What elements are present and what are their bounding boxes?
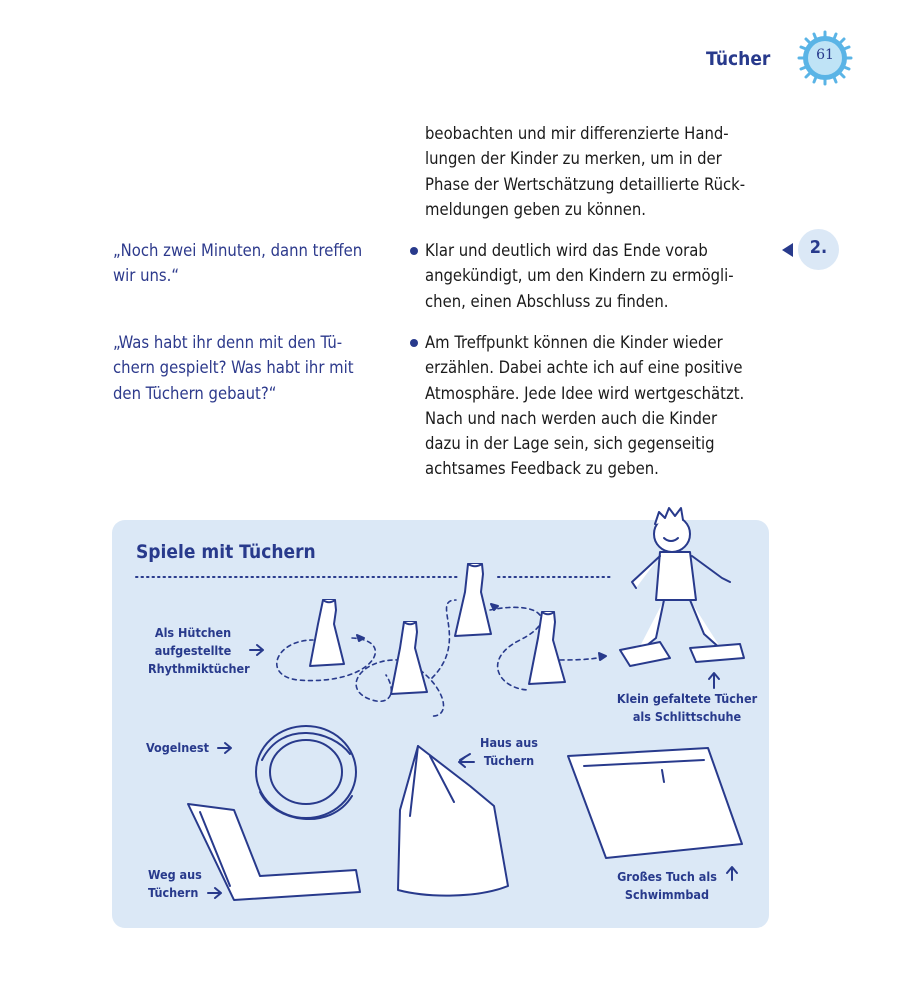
cone-scarf-icon xyxy=(529,612,565,684)
label-line: Vogelnest xyxy=(146,740,209,755)
text-line: erzählen. Dabei achte ich auf eine positive xyxy=(425,358,743,378)
label-line: Haus aus xyxy=(480,735,538,750)
label-vogelnest xyxy=(146,739,209,757)
label-line: Weg aus xyxy=(148,867,202,882)
arrow-up-icon xyxy=(727,867,737,880)
label-schlittschuhe xyxy=(612,690,762,726)
label-haus xyxy=(478,734,540,770)
page-number: 61 xyxy=(816,47,834,63)
large-scarf-pool-icon xyxy=(568,748,742,858)
cone-scarf-icon xyxy=(455,564,491,636)
quote-line: wir uns.“ xyxy=(113,266,180,286)
label-line: als Schlittschuhe xyxy=(632,709,742,724)
text-line: Klar und deutlich wird das Ende vorab xyxy=(425,241,708,260)
text-line: Am Treffpunkt können die Kinder wieder xyxy=(425,333,723,352)
arrow-right-icon xyxy=(250,645,263,655)
label-huetchen xyxy=(148,624,250,678)
bird-nest-icon xyxy=(256,726,356,819)
text-line: Nach und nach werden auch die Kinder xyxy=(425,408,718,428)
quote-line: „Was habt ihr denn mit den Tü- xyxy=(113,333,343,352)
label-line: aufgestellte xyxy=(154,643,232,658)
quote-line: chern gespielt? Was habt ihr mit xyxy=(113,358,354,378)
chapter-title: Tücher xyxy=(706,48,771,70)
text-line: dazu in der Lage sein, sich gegenseitig xyxy=(425,434,715,454)
text-line: chen, einen Abschluss zu finden. xyxy=(425,291,669,311)
text-line: meldungen geben zu können. xyxy=(425,199,646,219)
text-line: lungen der Kinder zu merken, um in der xyxy=(425,149,722,169)
text-line: beobachten und mir differenzierte Hand- xyxy=(425,124,729,143)
scarf-path-icon xyxy=(188,804,360,900)
label-line: Schwimmbad xyxy=(624,887,710,902)
quote-line: den Tüchern gebaut?“ xyxy=(113,383,277,403)
text-line: Phase der Wertschätzung detaillierte Rück- xyxy=(425,174,746,194)
label-line: Klein gefaltete Tücher xyxy=(616,691,758,706)
quote-line: „Noch zwei Minuten, dann treffen xyxy=(113,241,363,260)
label-line: Als Hütchen xyxy=(154,625,232,640)
arrow-up-icon xyxy=(709,673,719,688)
text-line: Atmosphäre. Jede Idee wird wertgeschätzt. xyxy=(425,383,745,403)
text-line: angekündigt, um den Kindern zu ermögli- xyxy=(425,266,734,286)
box-title: Spiele mit Tüchern xyxy=(136,541,316,563)
arrow-right-icon xyxy=(218,743,231,753)
cone-scarf-icon xyxy=(310,600,344,666)
cone-scarf-icon xyxy=(391,622,427,694)
label-schwimmbad xyxy=(612,868,722,904)
label-line: Großes Tuch als xyxy=(617,869,717,884)
label-line: Tüchern xyxy=(483,753,535,768)
boy-skating-icon xyxy=(620,508,744,666)
step-number: 2. xyxy=(809,237,828,258)
label-weg xyxy=(148,866,202,902)
label-line: Rhythmiktücher xyxy=(148,661,250,676)
label-line: Tüchern xyxy=(148,885,199,900)
text-line: achtsames Feedback zu geben. xyxy=(425,459,659,479)
arrow-right-icon xyxy=(208,888,221,898)
